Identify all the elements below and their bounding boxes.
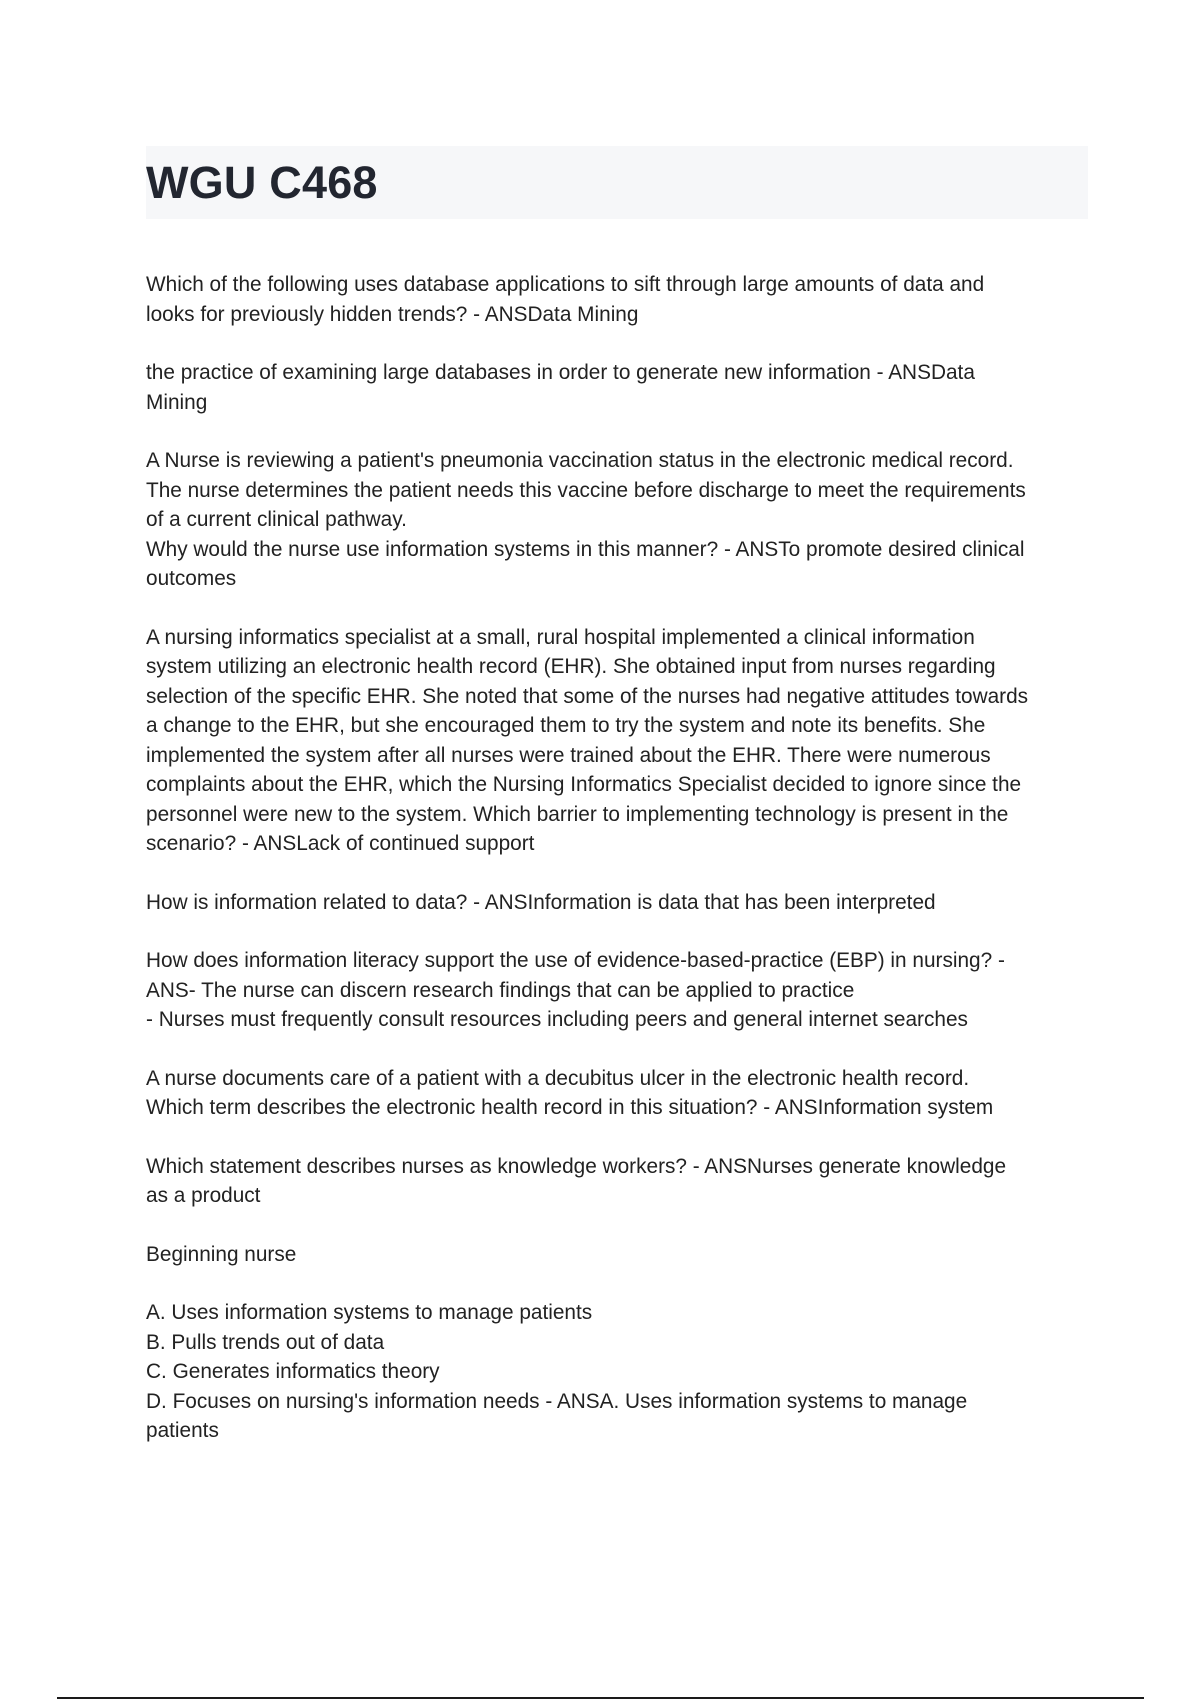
text-line: A nursing informatics specialist at a small, rural hospital implemented a clinical information <box>146 625 975 649</box>
text-line: Mining <box>146 390 208 414</box>
document-title: WGU C468 <box>146 157 378 208</box>
text-line: C. Generates informatics theory <box>146 1360 440 1383</box>
text-line: the practice of examining large databases in order to generate new information - ANSData <box>146 361 975 384</box>
text-line: D. Focuses on nursing's information needs - ANSA. Uses information systems to manage <box>146 1389 968 1413</box>
text-line: Which term describes the electronic health record in this situation? - ANSInformation system <box>146 1096 994 1119</box>
text-line: personnel were new to the system. Which barrier to implementing technology is present in the <box>146 802 1009 826</box>
qa-block <box>146 1240 1086 1270</box>
text-line: How does information literacy support the use of evidence-based-practice (EBP) in nursing? - <box>146 949 1005 972</box>
text-line: system utilizing an electronic health record (EHR). She obtained input from nurses regarding <box>146 655 996 678</box>
text-line: The nurse determines the patient needs this vaccine before discharge to meet the requirements <box>146 478 1026 502</box>
qa-block <box>146 888 1086 918</box>
text-line: scenario? - ANSLack of continued support <box>146 832 535 855</box>
footer-divider <box>57 1697 1144 1699</box>
qa-block <box>146 623 1086 859</box>
text-line: looks for previously hidden trends? - ANSData Mining <box>146 302 639 326</box>
text-line: as a product <box>146 1184 261 1207</box>
text-line: complaints about the EHR, which the Nursing Informatics Specialist decided to ignore since the <box>146 773 1022 796</box>
qa-block <box>146 946 1086 1035</box>
text-line: B. Pulls trends out of data <box>146 1330 385 1354</box>
text-line: patients <box>146 1419 219 1442</box>
text-line: A Nurse is reviewing a patient's pneumonia vaccination status in the electronic medical record. <box>146 449 1014 472</box>
text-line: Why would the nurse use information systems in this manner? - ANSTo promote desired clinical <box>146 537 1025 561</box>
qa-block <box>146 270 1086 329</box>
qa-block <box>146 1298 1086 1446</box>
qa-block <box>146 446 1086 594</box>
text-line: of a current clinical pathway. <box>146 508 407 531</box>
text-line: a change to the EHR, but she encouraged them to try the system and note its benefits. She <box>146 714 986 737</box>
qa-block <box>146 358 1086 417</box>
text-line: outcomes <box>146 567 237 590</box>
text-line: Which of the following uses database applications to sift through large amounts of data and <box>146 273 985 296</box>
text-line: Which statement describes nurses as knowledge workers? - ANSNurses generate knowledge <box>146 1154 1007 1178</box>
text-line: How is information related to data? - ANSInformation is data that has been interpreted <box>146 890 936 914</box>
title-banner <box>146 146 1088 219</box>
text-line: Beginning nurse <box>146 1242 297 1266</box>
text-line: - Nurses must frequently consult resources including peers and general internet searches <box>146 1008 968 1031</box>
qa-block <box>146 1064 1086 1123</box>
document-body <box>146 270 1086 1475</box>
text-line: selection of the specific EHR. She noted that some of the nurses had negative attitudes towards <box>146 684 1029 708</box>
text-line: ANS- The nurse can discern research findings that can be applied to practice <box>146 978 855 1002</box>
qa-block <box>146 1152 1086 1211</box>
text-line: A. Uses information systems to manage patients <box>146 1301 593 1324</box>
text-line: implemented the system after all nurses were trained about the EHR. There were numerous <box>146 743 991 767</box>
text-line: A nurse documents care of a patient with a decubitus ulcer in the electronic health record. <box>146 1066 970 1090</box>
